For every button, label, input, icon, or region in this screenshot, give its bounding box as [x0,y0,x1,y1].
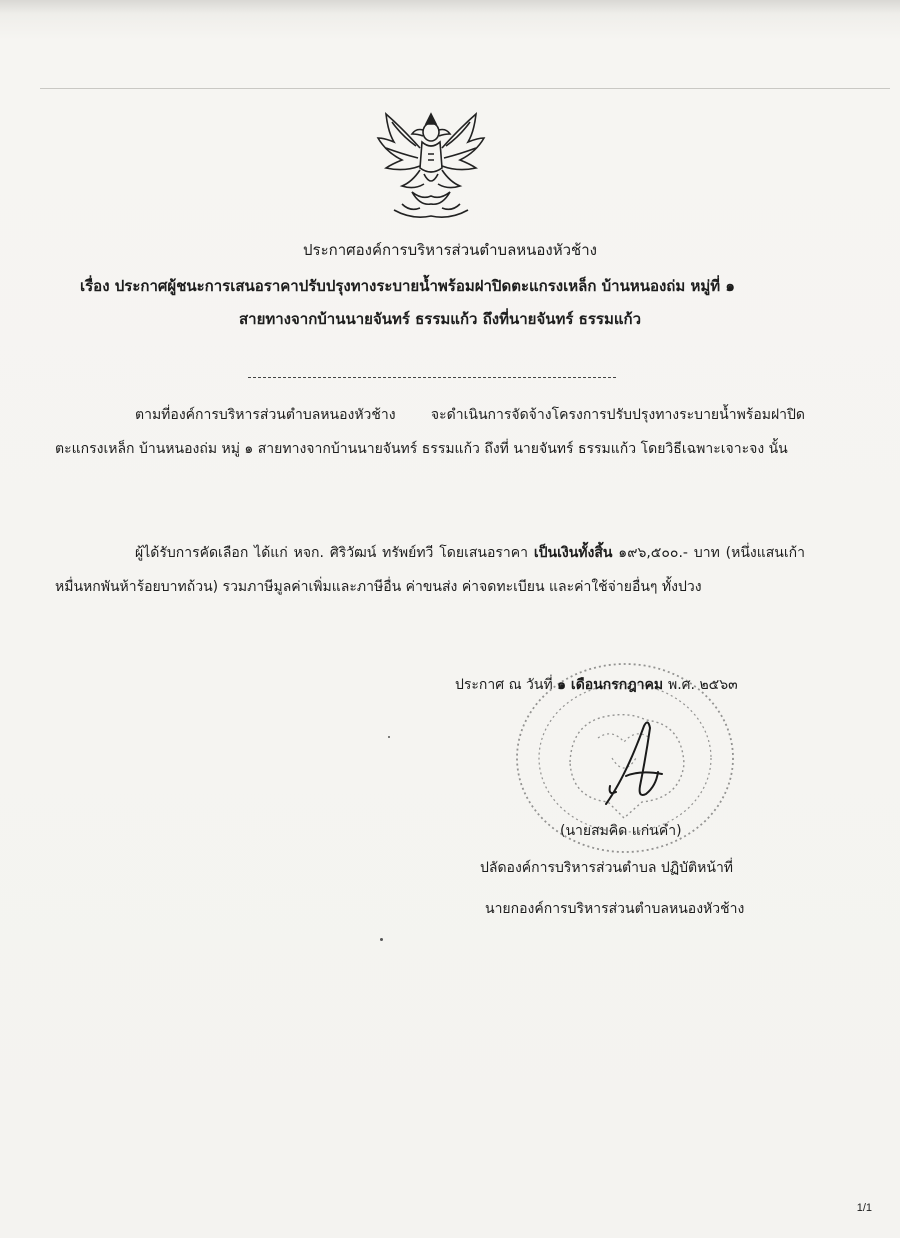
paragraph-2 [55,536,805,604]
paragraph-1: ตามที่องค์การบริหารส่วนตำบลหนองหัวช้าง จะดำเนินการจัดจ้างโครงการปรับปรุงทางระบายน้ำพร้อมฝาปิดตะแกรงเหล็ก บ้านหนองถ่ม หมู่ ๑ สายทางจากบ้านนายจันทร์ ธรรมแก้ว ถึงที่ นายจันทร์ ธรรมแก้ว โดยวิธีเฉพาะเจาะจง นั้น [55,407,805,457]
paragraph-2-part-a: ผู้ได้รับการคัดเลือก ได้แก่ หจก. ศิริวัฒน์ ทรัพย์ทวี โดยเสนอราคา [135,545,534,561]
signer-position-2: นายกองค์การบริหารส่วนตำบลหนองหัวช้าง [485,901,745,917]
document-title: ประกาศองค์การบริหารส่วนตำบลหนองหัวช้าง [303,241,597,259]
announce-day-month: ๑ เดือนกรกฎาคม [557,677,668,693]
announce-year: พ.ศ. ๒๕๖๓ [667,677,738,693]
signer-position-1: ปลัดองค์การบริหารส่วนตำบล ปฏิบัติหน้าที่ [480,860,734,876]
document-subject [80,270,820,336]
subject-line-1: เรื่อง ประกาศผู้ชนะการเสนอราคาปรับปรุงทางระบายน้ำพร้อมฝาปิดตะแกรงเหล็ก บ้านหนองถ่ม หมู่ที่ ๑ [80,277,735,295]
garuda-emblem-icon [372,108,490,226]
subject-line-2: สายทางจากบ้านนายจันทร์ ธรรมแก้ว ถึงที่นายจันทร์ ธรรมแก้ว [238,310,642,328]
paragraph-2-total-label: เป็นเงินทั้งสิ้น [533,545,613,561]
announce-prefix: ประกาศ ณ วันที่ [455,677,558,693]
paragraph-2-part-c: ๑๙๖,๕๐๐.- บาท (หนึ่งแสนเก้าหมื่นหกพันห้าร้อยบาทถ้วน) รวมภาษีมูลค่าเพิ่มและภาษีอื่น ค่าขนส่ง ค่าจดทะเบียน และค่าใช้จ่ายอื่นๆ ทั้งปวง [55,545,805,595]
handwritten-signature-icon [596,716,676,812]
signer-name: (นายสมคิด แก่นคำ) [560,823,682,839]
page-number: 1/1 [856,1202,872,1214]
scan-artifact-line [40,88,890,89]
separator-dashes [248,377,616,379]
scan-speck [380,938,383,941]
scan-speck [388,736,390,738]
announcement-date [455,674,738,696]
